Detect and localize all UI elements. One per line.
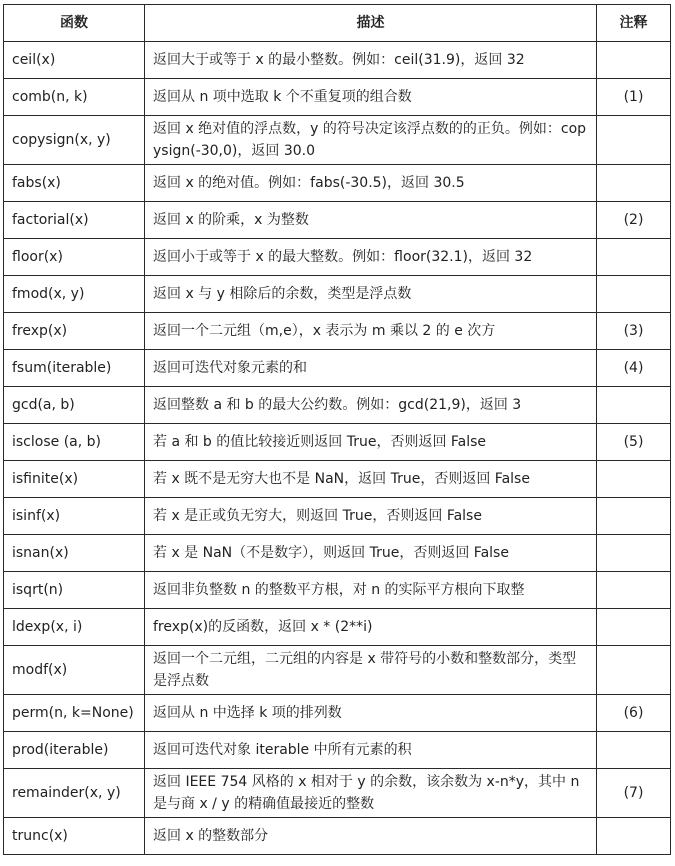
function-note <box>597 165 671 202</box>
function-description: frexp(x)的反函数，返回 x * (2**i) <box>145 609 597 646</box>
function-description: 若 x 既不是无穷大也不是 NaN，返回 True，否则返回 False <box>145 461 597 498</box>
table-row <box>4 646 671 695</box>
function-description: 返回一个二元组（m,e），x 表示为 m 乘以 2 的 e 次方 <box>145 313 597 350</box>
function-description: 返回 IEEE 754 风格的 x 相对于 y 的余数，该余数为 x-n*y，其中 n 是与商 x / y 的精确值最接近的整数 <box>145 769 597 818</box>
function-name: isnan(x) <box>4 535 145 572</box>
function-note <box>597 818 671 855</box>
function-name: ceil(x) <box>4 42 145 79</box>
function-description: 若 x 是正或负无穷大，则返回 True，否则返回 False <box>145 498 597 535</box>
table-row <box>4 572 671 609</box>
function-note <box>597 732 671 769</box>
function-description: 返回可迭代对象元素的和 <box>145 350 597 387</box>
table-row <box>4 818 671 855</box>
function-description: 返回 x 的整数部分 <box>145 818 597 855</box>
function-note <box>597 498 671 535</box>
function-note: (3) <box>597 313 671 350</box>
function-note <box>597 239 671 276</box>
function-name: perm(n, k=None) <box>4 695 145 732</box>
table-row <box>4 116 671 165</box>
function-description: 返回可迭代对象 iterable 中所有元素的积 <box>145 732 597 769</box>
table-row <box>4 769 671 818</box>
function-note <box>597 387 671 424</box>
function-description: 返回从 n 项中选取 k 个不重复项的组合数 <box>145 79 597 116</box>
function-description: 返回非负整数 n 的整数平方根，对 n 的实际平方根向下取整 <box>145 572 597 609</box>
function-description: 返回 x 的阶乘，x 为整数 <box>145 202 597 239</box>
function-note <box>597 535 671 572</box>
function-note: (5) <box>597 424 671 461</box>
function-name: isfinite(x) <box>4 461 145 498</box>
math-functions-table <box>3 4 671 855</box>
table-row <box>4 387 671 424</box>
function-note <box>597 609 671 646</box>
function-name: remainder(x, y) <box>4 769 145 818</box>
table-row <box>4 461 671 498</box>
function-name: isclose (a, b) <box>4 424 145 461</box>
header-description: 描述 <box>145 5 597 42</box>
function-description: 若 x 是 NaN（不是数字），则返回 True，否则返回 False <box>145 535 597 572</box>
function-name: floor(x) <box>4 239 145 276</box>
function-name: trunc(x) <box>4 818 145 855</box>
table-row <box>4 79 671 116</box>
table-header-row <box>4 5 671 42</box>
function-name: fsum(iterable) <box>4 350 145 387</box>
function-name: copysign(x, y) <box>4 116 145 165</box>
function-note: (1) <box>597 79 671 116</box>
function-note <box>597 572 671 609</box>
function-description: 返回从 n 中选择 k 项的排列数 <box>145 695 597 732</box>
table-row <box>4 276 671 313</box>
function-name: prod(iterable) <box>4 732 145 769</box>
function-description: 返回 x 的绝对值。例如：fabs(-30.5)，返回 30.5 <box>145 165 597 202</box>
table-row <box>4 165 671 202</box>
function-description: 返回整数 a 和 b 的最大公约数。例如：gcd(21,9)，返回 3 <box>145 387 597 424</box>
function-name: fmod(x, y) <box>4 276 145 313</box>
function-name: fabs(x) <box>4 165 145 202</box>
function-description: 返回 x 绝对值的浮点数，y 的符号决定该浮点数的的正负。例如：copysign(-30,0)，返回 30.0 <box>145 116 597 165</box>
function-description: 若 a 和 b 的值比较接近则返回 True，否则返回 False <box>145 424 597 461</box>
function-description: 返回小于或等于 x 的最大整数。例如：floor(32.1)，返回 32 <box>145 239 597 276</box>
table-row <box>4 535 671 572</box>
function-description: 返回 x 与 y 相除后的余数，类型是浮点数 <box>145 276 597 313</box>
function-note: (7) <box>597 769 671 818</box>
table-row <box>4 609 671 646</box>
table-row <box>4 350 671 387</box>
function-name: factorial(x) <box>4 202 145 239</box>
table-row <box>4 498 671 535</box>
table-row <box>4 239 671 276</box>
function-note <box>597 276 671 313</box>
function-note <box>597 461 671 498</box>
function-note <box>597 646 671 695</box>
header-function: 函数 <box>4 5 145 42</box>
table-row <box>4 695 671 732</box>
function-note <box>597 42 671 79</box>
table-row <box>4 202 671 239</box>
function-name: comb(n, k) <box>4 79 145 116</box>
function-name: isqrt(n) <box>4 572 145 609</box>
table-row <box>4 732 671 769</box>
function-name: modf(x) <box>4 646 145 695</box>
function-description: 返回一个二元组，二元组的内容是 x 带符号的小数和整数部分，类型是浮点数 <box>145 646 597 695</box>
function-name: isinf(x) <box>4 498 145 535</box>
function-note: (6) <box>597 695 671 732</box>
function-name: ldexp(x, i) <box>4 609 145 646</box>
function-note: (2) <box>597 202 671 239</box>
function-name: gcd(a, b) <box>4 387 145 424</box>
function-note: (4) <box>597 350 671 387</box>
table-row <box>4 313 671 350</box>
function-name: frexp(x) <box>4 313 145 350</box>
function-note <box>597 116 671 165</box>
table-row <box>4 424 671 461</box>
function-description: 返回大于或等于 x 的最小整数。例如：ceil(31.9)，返回 32 <box>145 42 597 79</box>
header-note: 注释 <box>597 5 671 42</box>
table-row <box>4 42 671 79</box>
